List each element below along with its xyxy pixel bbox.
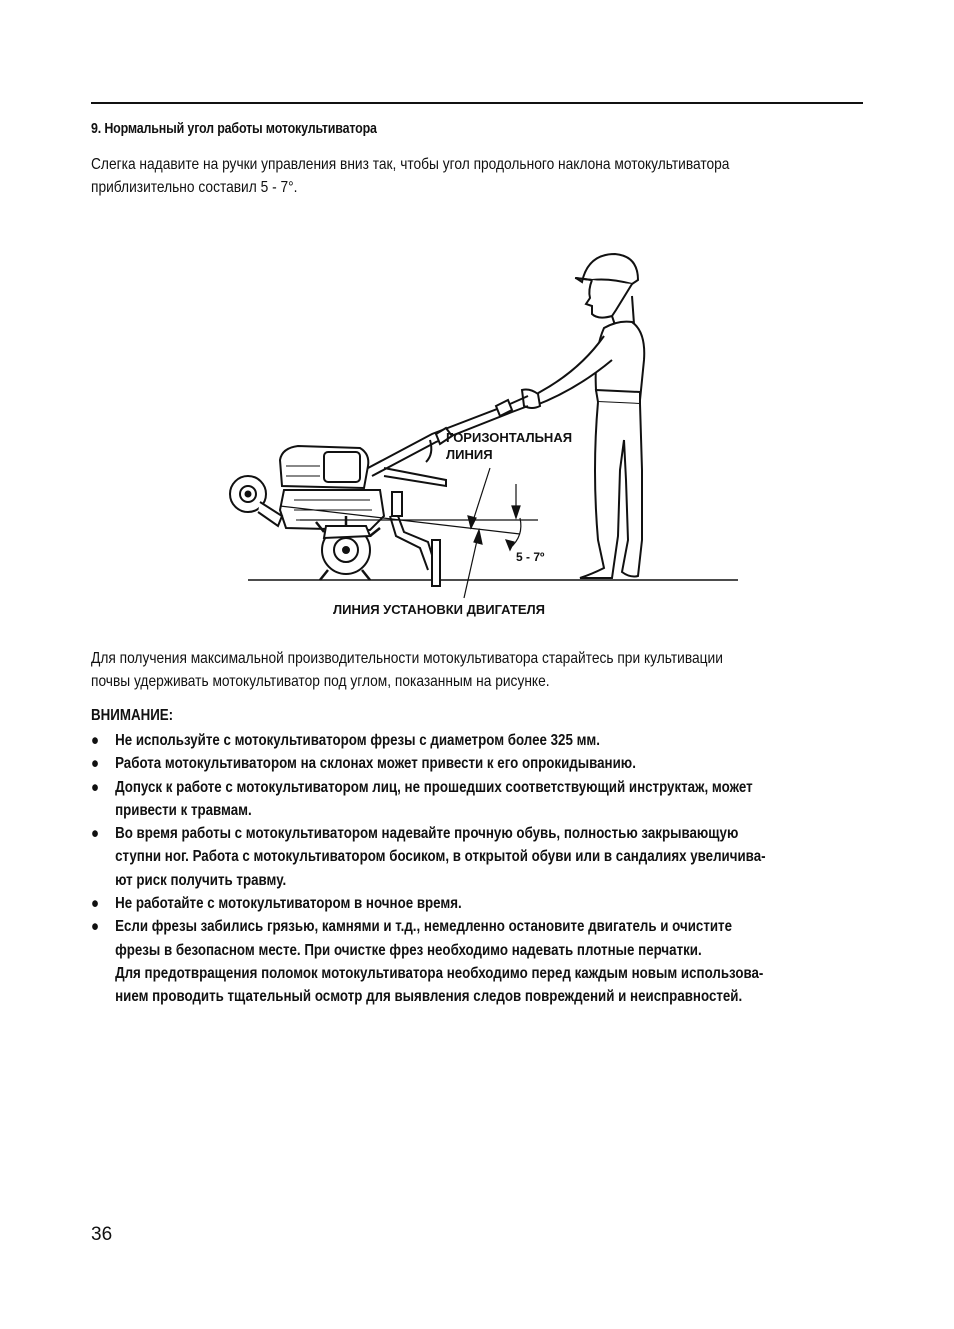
warning-text: ют риск получить травму.: [115, 871, 287, 889]
bullet-dot: ●: [91, 732, 100, 749]
warning-text: Допуск к работе с мотокультиватором лиц, не прошедших соответствующий инструктаж, может: [115, 778, 753, 796]
warning-text: Работа мотокультиватором на склонах может привести к его опрокидыванию.: [115, 755, 636, 773]
warning-text: привести к травмам.: [115, 801, 252, 819]
top-rule: [91, 102, 863, 104]
warning-text: ступни ног. Работа с мотокультиватором босиком, в открытой обуви или в сандалиях увеличива-: [115, 848, 766, 866]
body-line-1: Для получения максимальной производительности мотокультиватора старайтесь при культивации: [91, 650, 723, 667]
intro-paragraph: [91, 153, 865, 199]
bullet-dot: ●: [91, 778, 100, 796]
warning-item: [91, 752, 865, 775]
tiller-engine: [280, 446, 384, 530]
warning-text: Не используйте с мотокультиватором фрезы с диаметром более 325 мм.: [115, 732, 600, 749]
bullet-dot: ●: [91, 825, 100, 843]
transport-wheel: [230, 476, 282, 526]
tiller-angle-illustration: [220, 240, 760, 630]
warning-item: [91, 822, 865, 892]
section-title: 9. Нормальный угол работы мотокультиватора: [91, 121, 377, 137]
label-horizontal-line-2: ЛИНИЯ: [446, 447, 493, 462]
label-angle: 5 - 7º: [516, 550, 545, 564]
warning-text: фрезы в безопасном месте. При очистке фрез необходимо надевать плотные перчатки.: [115, 941, 702, 959]
warning-list: [91, 729, 865, 1009]
intro-line-1: Слегка надавите на ручки управления вниз так, чтобы угол продольного наклона мотокультиватора: [91, 156, 730, 173]
warning-item: [91, 729, 865, 752]
warning-text: Не работайте с мотокультиватором в ночное время.: [115, 895, 462, 913]
body-line-2: почвы удерживать мотокультиватор под углом, показанным на рисунке.: [91, 673, 550, 690]
page-number: 36: [91, 1224, 113, 1245]
callout-leaders: [464, 468, 490, 598]
operator-figure: [522, 254, 644, 578]
warning-item: [91, 776, 865, 823]
label-engine-line: ЛИНИЯ УСТАНОВКИ ДВИГАТЕЛЯ: [333, 602, 545, 617]
bullet-dot: ●: [91, 895, 100, 913]
warning-text: нием проводить тщательный осмотр для выявления следов повреждений и неисправностей.: [115, 988, 743, 1006]
angle-marker: [506, 484, 521, 550]
intro-line-2: приблизительно составил 5 - 7°.: [91, 179, 298, 196]
label-horizontal-line-1: ГОРИЗОНТАЛЬНАЯ: [446, 430, 573, 445]
depth-bar: [390, 492, 440, 586]
warning-text: Для предотвращения поломок мотокультиватора необходимо перед каждым новым использова-: [115, 964, 764, 982]
warning-item: [91, 892, 865, 915]
warning-title: ВНИМАНИЕ:: [91, 707, 174, 724]
bullet-dot: ●: [91, 918, 100, 936]
body-paragraph: [91, 647, 865, 693]
warning-text: Во время работы с мотокультиватором надевайте прочную обувь, полностью закрывающую: [115, 825, 739, 843]
warning-text: Если фрезы забились грязью, камнями и т.д., немедленно остановите двигатель и очистите: [115, 918, 733, 936]
bullet-dot: ●: [91, 755, 100, 773]
warning-item: [91, 915, 865, 1008]
